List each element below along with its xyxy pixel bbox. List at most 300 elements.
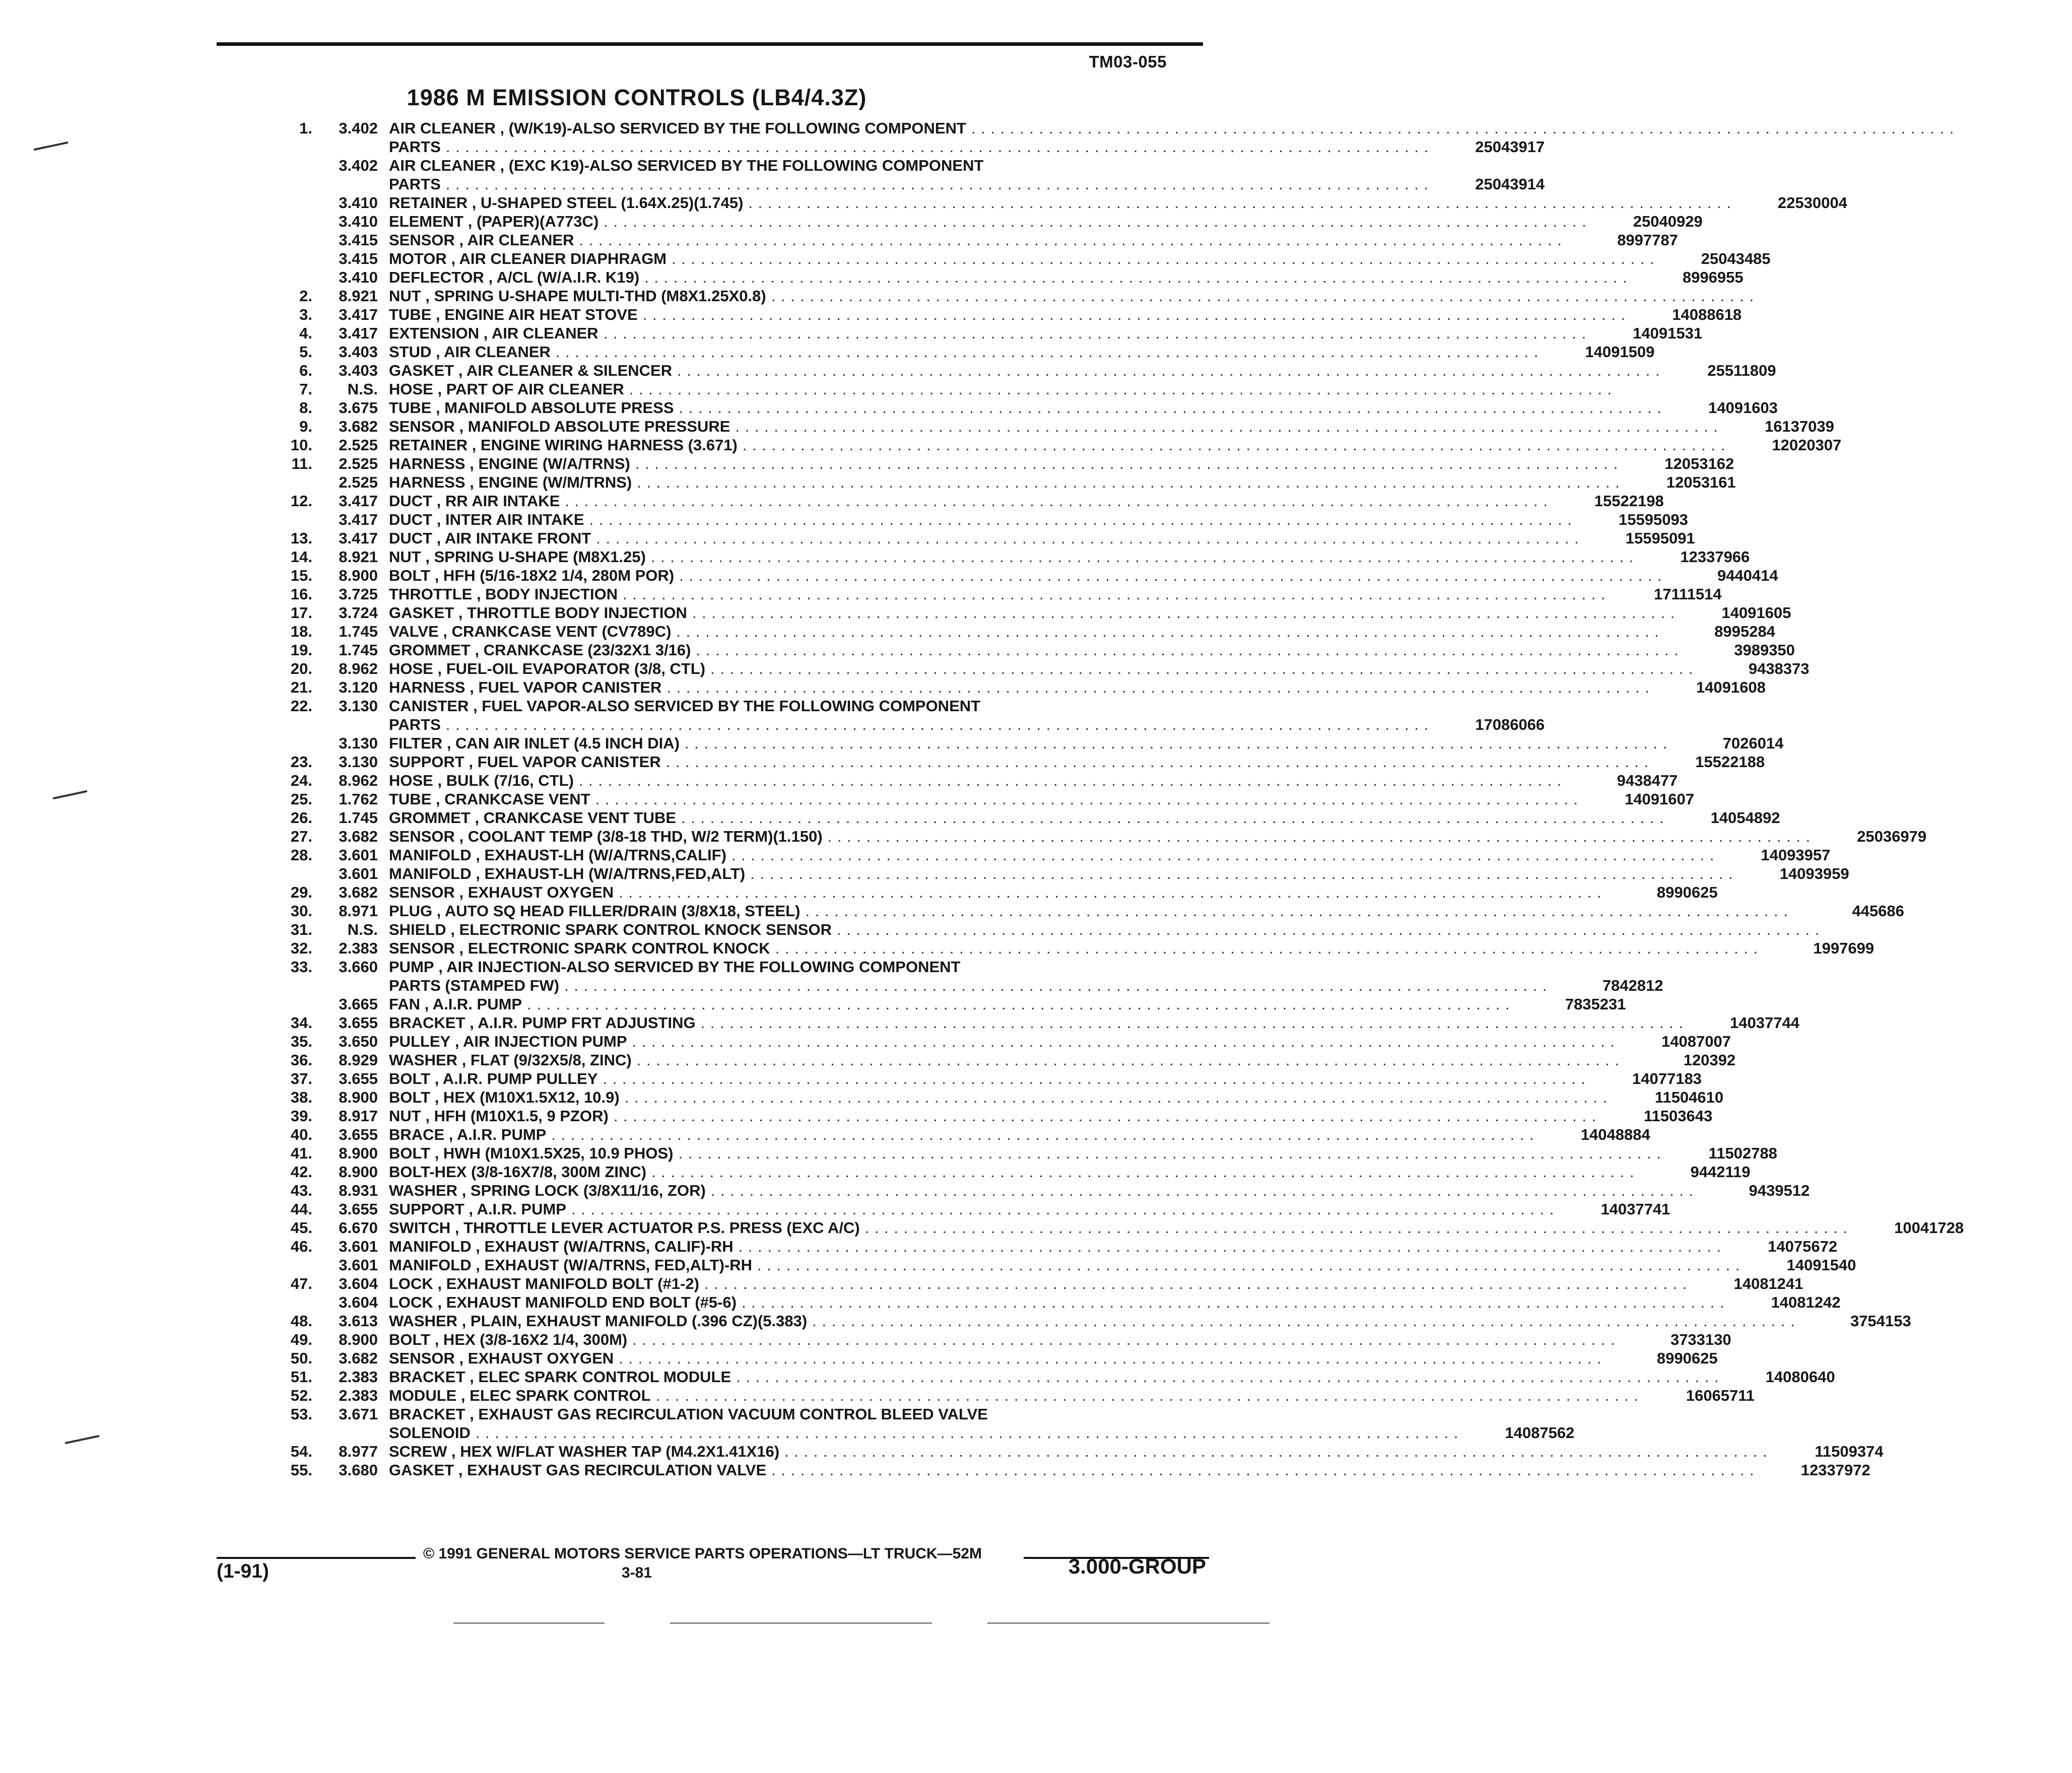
part-number	[1754, 287, 1872, 305]
item-number: 19.	[290, 641, 312, 659]
group-number: 3.601	[339, 846, 378, 864]
part-detail: , HFH (M10X1.5, 9 PZOR)	[425, 1107, 609, 1125]
table-row	[262, 398, 1778, 417]
part-description	[378, 1405, 1099, 1423]
part-description	[378, 920, 1820, 939]
group-number: 8.900	[339, 1331, 378, 1348]
item-number: 50.	[290, 1349, 312, 1367]
part-description	[378, 119, 1954, 138]
part-number: 9440414	[1717, 567, 1778, 584]
group-number: N.S.	[347, 921, 378, 938]
part-name: NUT	[389, 287, 421, 305]
dot-leader: . . . . . . . . . . . . . . . . . . . . . . . . . . . . . . . . . . . . . . . . . . . . . . . . . . . . . . . . . . . . . . . . . . . . . . . . . . . . . . . . . . . . . . . . . . . . . . . . . . . . . .	[596, 529, 1579, 547]
top-rule	[217, 42, 1203, 46]
item-number	[262, 1256, 312, 1274]
item-number: 10.	[290, 436, 312, 454]
group-number: 2.525	[339, 473, 378, 491]
part-name: HARNESS	[389, 473, 465, 491]
part-name: BOLT	[389, 1088, 431, 1106]
group-number: 1.745	[339, 809, 378, 827]
table-row	[262, 417, 1834, 436]
table-row	[262, 1293, 1841, 1312]
part-description	[378, 939, 1758, 958]
part-name: TUBE	[389, 306, 432, 323]
part-detail: , EXHAUST GAS RECIRCULATION VALVE	[458, 1461, 767, 1479]
item-number: 38.	[290, 1088, 312, 1106]
item-number: 44.	[290, 1200, 312, 1218]
group-number: 3.682	[339, 418, 378, 435]
dot-leader: . . . . . . . . . . . . . . . . . . . . . . . . . . . . . . . . . . . . . . . . . . . . . . . . . . . . . . . . . . . . . . . . . . . . . . . . . . . . . . . . . . . . . . . . . . . . . . . . . . . . . .	[475, 1424, 1459, 1442]
part-number: 14091531	[1633, 324, 1703, 342]
group-number: 3.417	[339, 529, 378, 547]
part-description	[378, 585, 1606, 603]
part-detail: , FUEL VAPOR CANISTER	[469, 753, 661, 771]
item-number: 16.	[290, 585, 312, 603]
table-row	[262, 864, 1849, 883]
part-description	[378, 548, 1634, 566]
part-description	[378, 864, 1733, 883]
table-row	[262, 324, 1703, 343]
group-number: 2.525	[339, 436, 378, 454]
part-name: FAN	[389, 995, 420, 1013]
dot-leader: . . . . . . . . . . . . . . . . . . . . . . . . . . . . . . . . . . . . . . . . . . . . . . . . . . . . . . . . . . . . . . . . . . . . . . . . . . . . . . . . . . . . . . . . . . . . . . . . . . . . . .	[642, 306, 1626, 323]
item-number: 5.	[299, 343, 312, 361]
part-name: BRACKET	[389, 1014, 465, 1032]
item-number: 55.	[290, 1461, 312, 1479]
part-number: 9439512	[1749, 1182, 1810, 1199]
item-number: 26.	[290, 809, 312, 827]
part-number: 12020307	[1772, 436, 1842, 454]
part-name: BOLT-HEX	[389, 1163, 467, 1181]
dot-leader: . . . . . . . . . . . . . . . . . . . . . . . . . . . . . . . . . . . . . . . . . . . . . . . . . . . . . . . . . . . . . . . . . . . . . . . . . . . . . . . . . . . . . . . . . . . . . . . . . . . . . .	[742, 436, 1726, 454]
part-detail: , ENGINE WIRING HARNESS (3.671)	[472, 436, 738, 454]
part-detail: , EXHAUST OXYGEN	[459, 883, 614, 901]
dot-leader: . . . . . . . . . . . . . . . . . . . . . . . . . . . . . . . . . . . . . . . . . . . . . . . . . . . . . . . . . . . . . . . . . . . . . . . . . . . . . . . . . . . . . . . . . . . . . . . . . . . . . .	[679, 399, 1662, 417]
dot-leader: . . . . . . . . . . . . . . . . . . . . . . . . . . . . . . . . . . . . . . . . . . . . . . . . . . . . . . . . . . . . . . . . . . . . . . . . . . . . . . . . . . . . . . . . . . . . . . . . . . . . . .	[571, 1200, 1555, 1218]
part-detail: , A/CL (W/A.I.R. K19)	[488, 268, 640, 286]
part-description	[378, 958, 1099, 976]
part-description	[378, 753, 1649, 771]
part-number: 16137039	[1764, 418, 1834, 435]
table-row	[262, 753, 1765, 771]
table-row	[262, 1386, 1755, 1405]
part-number: 11503643	[1644, 1107, 1713, 1125]
part-number: 14088618	[1672, 306, 1742, 323]
table-row	[262, 287, 1755, 305]
part-number: 14093959	[1779, 865, 1849, 882]
part-name: HARNESS	[389, 678, 465, 696]
dot-leader: . . . . . . . . . . . . . . . . . . . . . . . . . . . . . . . . . . . . . . . . . . . . . . . . . . . . . . . . . . . . . . . . . . . . . . . . . . . . . . . . . . . . . . . . . . . . . . . . . . . . . .	[757, 1256, 1741, 1274]
dot-leader: . . . . . . . . . . . . . . . . . . . . . . . . . . . . . . . . . . . . . . . . . . . . . . . . . . . . . . . . . . . . . . . . . . . . . . . . . . . . . . . . . . . . . . . . . . . . . . . . . . . . . .	[681, 809, 1664, 827]
dot-leader: . . . . . . . . . . . . . . . . . . . . . . . . . . . . . . . . . . . . . . . . . . . . . . . . . . . . . . . . . . . . . . . . . . . . . . . . . . . . . . . . . . . . . . . . . . . . . . . . . . . . . .	[735, 418, 1718, 435]
part-description	[378, 622, 1659, 641]
dot-leader: . . . . . . . . . . . . . . . . . . . . . . . . . . . . . . . . . . . . . . . . . . . . . . . . . . . . . . . . . . . . . . . . . . . . . . . . . . . . . . . . . . . . . . . . . . . . . . . . . . . . . .	[579, 231, 1562, 249]
table-row	[262, 529, 1695, 548]
dot-leader: . . . . . . . . . . . . . . . . . . . . . . . . . . . . . . . . . . . . . . . . . . . . . . . . . . . . . . . . . . . . . . . . . . . . . . . . . . . . . . . . . . . . . . . . . . . . . . . . . . . . . .	[624, 1088, 1608, 1106]
table-row	[262, 175, 1545, 193]
scan-artifact-line	[987, 1622, 1269, 1624]
part-name: MANIFOLD	[389, 1256, 472, 1274]
group-number: 8.962	[339, 772, 378, 789]
part-detail: , CRANKCASE (23/32X1 3/16)	[475, 641, 691, 659]
part-description	[378, 697, 1099, 715]
item-number: 31.	[290, 921, 312, 938]
group-number: 3.417	[339, 511, 378, 528]
table-row	[262, 343, 1655, 361]
item-number: 27.	[290, 828, 312, 845]
part-detail: , HEX (M10X1.5X12, 10.9)	[434, 1088, 620, 1106]
part-number: 25511809	[1707, 362, 1776, 379]
margin-mark	[52, 790, 87, 799]
part-number: 445686	[1852, 902, 1904, 920]
dot-leader: . . . . . . . . . . . . . . . . . . . . . . . . . . . . . . . . . . . . . . . . . . . . . . . . . . . . . . . . . . . . . . . . . . . . . . . . . . . . . . . . . . . . . . . . . . . . . . . . . . . . . .	[655, 1387, 1639, 1404]
part-description	[378, 808, 1664, 827]
part-number	[1099, 697, 1217, 715]
part-name: SHIELD	[389, 921, 446, 938]
group-number: 3.410	[339, 194, 378, 212]
group-number: 3.671	[339, 1405, 378, 1423]
part-description	[378, 1312, 1795, 1330]
item-number: 45.	[290, 1219, 312, 1237]
part-description	[378, 1125, 1534, 1144]
part-number: 9442119	[1690, 1163, 1751, 1181]
part-detail: , RR AIR INTAKE	[436, 492, 560, 510]
item-number: 6.	[299, 362, 312, 379]
group-number: 3.680	[339, 1461, 378, 1479]
part-detail: , AIR CLEANER & SILENCER	[458, 362, 673, 379]
dot-leader: . . . . . . . . . . . . . . . . . . . . . . . . . . . . . . . . . . . . . . . . . . . . . . . . . . . . . . . . . . . . . . . . . . . . . . . . . . . . . . . . . . . . . . . . . . . . . . . . . . . . . .	[750, 865, 1733, 882]
dot-leader: . . . . . . . . . . . . . . . . . . . . . . . . . . . . . . . . . . . . . . . . . . . . . . . . . . . . . . . . . . . . . . . . . . . . . . . . . . . . . . . . . . . . . . . . . . . . . . . . . . . . . .	[704, 1275, 1688, 1292]
item-number: 28.	[290, 846, 312, 864]
group-number	[312, 715, 378, 734]
part-number: 3754153	[1850, 1312, 1911, 1330]
part-name: GROMMET	[389, 641, 471, 659]
copyright-notice: © 1991 GENERAL MOTORS SERVICE PARTS OPERATIONS—LT TRUCK—52M	[423, 1545, 982, 1562]
part-number: 14091540	[1786, 1256, 1856, 1274]
part-number: 14091603	[1708, 399, 1778, 417]
dot-leader: . . . . . . . . . . . . . . . . . . . . . . . . . . . . . . . . . . . . . . . . . . . . . . . . . . . . . . . . . . . . . . . . . . . . . . . . . . . . . . . . . . . . . . . . . . . . . . . . . . . . . .	[738, 1238, 1722, 1255]
group-number: 3.130	[339, 734, 378, 752]
group-number: 8.921	[339, 287, 378, 305]
part-description	[378, 436, 1725, 454]
part-detail: , MANIFOLD ABSOLUTE PRESS	[436, 399, 674, 417]
part-number: 15522198	[1594, 492, 1664, 510]
dot-leader: . . . . . . . . . . . . . . . . . . . . . . . . . . . . . . . . . . . . . . . . . . . . . . . . . . . . . . . . . . . . . . . . . . . . . . . . . . . . . . . . . . . . . . . . . . . . . . . . . . . . . .	[595, 790, 1579, 808]
table-row	[262, 1256, 1856, 1274]
dot-leader: . . . . . . . . . . . . . . . . . . . . . . . . . . . . . . . . . . . . . . . . . . . . . . . . . . . . . . . . . . . . . . . . . . . . . . . . . . . . . . . . . . . . . . . . . . . . . . . . . . . . . .	[971, 119, 1955, 137]
part-name: MOTOR	[389, 250, 447, 267]
dot-leader: . . . . . . . . . . . . . . . . . . . . . . . . . . . . . . . . . . . . . . . . . . . . . . . . . . . . . . . . . . . . . . . . . . . . . . . . . . . . . . . . . . . . . . . . . . . . . . . . . . . . . .	[836, 921, 1820, 938]
part-number: 9438373	[1748, 660, 1810, 677]
part-detail: , EXHAUST-LH (W/A/TRNS,FED,ALT)	[476, 865, 746, 882]
table-row	[262, 976, 1663, 995]
part-detail: , COOLANT TEMP (3/8-18 THD, W/2 TERM)(1.150)	[459, 828, 823, 845]
part-detail: , AIR INJECTION-ALSO SERVICED BY THE FOLLOWING COMPONENT	[438, 958, 961, 976]
dot-leader: . . . . . . . . . . . . . . . . . . . . . . . . . . . . . . . . . . . . . . . . . . . . . . . . . . . . . . . . . . . . . . . . . . . . . . . . . . . . . . . . . . . . . . . . . . . . . . . . . . . . . .	[710, 660, 1694, 677]
part-number: 8997787	[1617, 231, 1678, 249]
part-number: 15522188	[1695, 753, 1765, 771]
dot-leader: . . . . . . . . . . . . . . . . . . . . . . . . . . . . . . . . . . . . . . . . . . . . . . . . . . . . . . . . . . . . . . . . . . . . . . . . . . . . . . . . . . . . . . . . . . . . . . . . . . . . . .	[812, 1312, 1795, 1330]
part-number: 12337972	[1800, 1461, 1870, 1479]
table-row	[262, 846, 1831, 864]
dot-leader: . . . . . . . . . . . . . . . . . . . . . . . . . . . . . . . . . . . . . . . . . . . . . . . . . . . . . . . . . . . . . . . . . . . . . . . . . . . . . . . . . . . . . . . . . . . . . . . . . . . . . .	[827, 828, 1811, 845]
part-name: LOCK	[389, 1293, 433, 1311]
group-number: 3.655	[339, 1200, 378, 1218]
table-row	[262, 212, 1703, 231]
item-number: 15.	[290, 567, 312, 584]
dot-leader: . . . . . . . . . . . . . . . . . . . . . . . . . . . . . . . . . . . . . . . . . . . . . . . . . . . . . . . . . . . . . . . . . . . . . . . . . . . . . . . . . . . . . . . . . . . . . . . . . . . . . .	[771, 287, 1755, 305]
part-description	[378, 1144, 1661, 1163]
part-name: GASKET	[389, 362, 454, 379]
part-detail: PARTS	[389, 716, 441, 733]
dot-leader: . . . . . . . . . . . . . . . . . . . . . . . . . . . . . . . . . . . . . . . . . . . . . . . . . . . . . . . . . . . . . . . . . . . . . . . . . . . . . . . . . . . . . . . . . . . . . . . . . . . . . .	[805, 902, 1788, 920]
dot-leader: . . . . . . . . . . . . . . . . . . . . . . . . . . . . . . . . . . . . . . . . . . . . . . . . . . . . . . . . . . . . . . . . . . . . . . . . . . . . . . . . . . . . . . . . . . . . . . . . . . . . . .	[651, 1163, 1635, 1181]
part-detail: , THROTTLE LEVER ACTUATOR P.S. PRESS (EXC A/C)	[454, 1219, 860, 1237]
item-number	[262, 212, 312, 231]
group-number: 3.724	[339, 604, 378, 622]
dot-leader: . . . . . . . . . . . . . . . . . . . . . . . . . . . . . . . . . . . . . . . . . . . . . . . . . . . . . . . . . . . . . . . . . . . . . . . . . . . . . . . . . . . . . . . . . . . . . . . . . . . . . .	[564, 977, 1548, 994]
item-number	[262, 1423, 312, 1442]
part-description	[378, 1423, 1458, 1442]
item-number: 51.	[290, 1368, 312, 1386]
table-row	[262, 771, 1678, 790]
margin-mark	[33, 142, 68, 151]
part-detail: , A.I.R. PUMP PULLEY	[434, 1070, 598, 1087]
part-name: HOSE	[389, 660, 433, 677]
part-name: WASHER	[389, 1051, 458, 1069]
part-description	[378, 1181, 1694, 1200]
table-row	[262, 1181, 1810, 1200]
part-name: DUCT	[389, 529, 433, 547]
item-number: 37.	[290, 1070, 312, 1087]
part-description	[378, 827, 1811, 846]
dot-leader: . . . . . . . . . . . . . . . . . . . . . . . . . . . . . . . . . . . . . . . . . . . . . . . . . . . . . . . . . . . . . . . . . . . . . . . . . . . . . . . . . . . . . . . . . . . . . . . . . . . . . .	[619, 1349, 1602, 1367]
dot-leader: . . . . . . . . . . . . . . . . . . . . . . . . . . . . . . . . . . . . . . . . . . . . . . . . . . . . . . . . . . . . . . . . . . . . . . . . . . . . . . . . . . . . . . . . . . . . . . . . . . . . . .	[864, 1219, 1848, 1237]
part-detail: , THROTTLE BODY INJECTION	[458, 604, 687, 622]
item-number: 7.	[299, 380, 312, 398]
part-description	[378, 138, 1429, 156]
group-number: 3.410	[339, 268, 378, 286]
group-number: 3.682	[339, 883, 378, 901]
part-number: 3989350	[1734, 641, 1795, 659]
part-name: BOLT	[389, 1144, 431, 1162]
group-number: 3.120	[339, 678, 378, 696]
part-description	[378, 902, 1788, 920]
part-number: 14091607	[1625, 790, 1695, 808]
part-description	[378, 231, 1562, 249]
part-name: BRACE	[389, 1126, 445, 1143]
part-detail: SOLENOID	[389, 1424, 471, 1442]
group-number: 3.682	[339, 1349, 378, 1367]
part-number: 120392	[1683, 1051, 1736, 1069]
part-name: PUMP	[389, 958, 434, 976]
part-number: 25040929	[1633, 213, 1703, 230]
group-number: 3.403	[339, 362, 378, 379]
group-number	[312, 138, 378, 156]
table-row	[262, 1423, 1575, 1442]
part-number: 15595093	[1618, 511, 1688, 528]
part-name: CANISTER	[389, 697, 469, 715]
dot-leader: . . . . . . . . . . . . . . . . . . . . . . . . . . . . . . . . . . . . . . . . . . . . . . . . . . . . . . . . . . . . . . . . . . . . . . . . . . . . . . . . . . . . . . . . . . . . . . . . . . . . . .	[603, 1070, 1586, 1087]
dot-leader: . . . . . . . . . . . . . . . . . . . . . . . . . . . . . . . . . . . . . . . . . . . . . . . . . . . . . . . . . . . . . . . . . . . . . . . . . . . . . . . . . . . . . . . . . . . . . . . . . . . . . .	[676, 623, 1659, 640]
item-number	[262, 976, 312, 995]
document-code: TM03-055	[1089, 52, 1167, 71]
table-row	[262, 548, 1750, 566]
part-name: BOLT	[389, 1070, 431, 1087]
group-number: 8.929	[339, 1051, 378, 1069]
part-name: SENSOR	[389, 1349, 455, 1367]
item-number	[262, 473, 312, 492]
date-code: (1-91)	[217, 1560, 270, 1582]
dot-leader: . . . . . . . . . . . . . . . . . . . . . . . . . . . . . . . . . . . . . . . . . . . . . . . . . . . . . . . . . . . . . . . . . . . . . . . . . . . . . . . . . . . . . . . . . . . . . . . . . . . . . .	[619, 883, 1602, 901]
group-number: 3.604	[339, 1275, 378, 1292]
part-number	[1099, 958, 1217, 976]
group-number: 3.650	[339, 1033, 378, 1050]
dot-leader: . . . . . . . . . . . . . . . . . . . . . . . . . . . . . . . . . . . . . . . . . . . . . . . . . . . . . . . . . . . . . . . . . . . . . . . . . . . . . . . . . . . . . . . . . . . . . . . . . . . . . .	[578, 772, 1562, 789]
part-number: 14081241	[1733, 1275, 1803, 1292]
part-number: 10041728	[1894, 1219, 1964, 1237]
part-detail: , FUEL VAPOR-ALSO SERVICED BY THE FOLLOWING COMPONENT	[473, 697, 981, 715]
item-number: 41.	[290, 1144, 312, 1162]
item-number: 32.	[290, 939, 312, 957]
part-detail: , INTER AIR INTAKE	[436, 511, 584, 528]
part-number: 17111514	[1654, 585, 1722, 603]
item-number: 9.	[299, 418, 312, 435]
part-name: BRACKET	[389, 1368, 465, 1386]
table-row	[262, 361, 1776, 380]
table-row	[262, 827, 1927, 846]
part-detail: , ENGINE (W/A/TRNS)	[470, 455, 630, 472]
part-description	[378, 361, 1660, 380]
part-detail: , AIR CLEANER DIAPHRAGM	[451, 250, 667, 267]
table-row	[262, 1237, 1838, 1256]
part-number: 7835231	[1565, 995, 1626, 1013]
item-number	[262, 138, 312, 156]
part-detail: , HEX (3/8-16X2 1/4, 300M)	[434, 1331, 628, 1348]
part-number: 9438477	[1617, 772, 1678, 789]
part-detail: PARTS (STAMPED FW)	[389, 977, 560, 994]
group-number: 3.675	[339, 399, 378, 417]
group-number: 3.682	[339, 828, 378, 845]
part-name: MODULE	[389, 1387, 457, 1404]
part-description	[378, 417, 1718, 436]
part-name: AIR CLEANER	[389, 119, 496, 137]
part-detail: , CRANKCASE VENT	[436, 790, 590, 808]
part-detail: , A.I.R. PUMP	[424, 995, 522, 1013]
part-detail: , ENGINE (W/M/TRNS)	[470, 473, 632, 491]
part-detail: , CAN AIR INLET (4.5 INCH DIA)	[446, 734, 680, 752]
table-row	[262, 659, 1810, 678]
part-detail: , AIR CLEANER	[483, 324, 598, 342]
item-number: 14.	[290, 548, 312, 566]
group-number: 3.655	[339, 1126, 378, 1143]
part-description	[378, 454, 1618, 473]
item-number: 4.	[299, 324, 312, 342]
part-detail: , AUTO SQ HEAD FILLER/DRAIN (3/8X18, STEEL)	[436, 902, 800, 920]
part-number: 3733130	[1670, 1331, 1731, 1348]
group-number	[312, 175, 378, 193]
item-number: 18.	[290, 623, 312, 640]
group-number: 8.971	[339, 902, 378, 920]
item-number: 36.	[290, 1051, 312, 1069]
item-number: 17.	[290, 604, 312, 622]
part-name: MANIFOLD	[389, 865, 472, 882]
dot-leader: . . . . . . . . . . . . . . . . . . . . . . . . . . . . . . . . . . . . . . . . . . . . . . . . . . . . . . . . . . . . . . . . . . . . . . . . . . . . . . . . . . . . . . . . . . . . . . . . . . . . . .	[604, 213, 1587, 230]
group-number: 1.762	[339, 790, 378, 808]
part-number: 16065711	[1686, 1387, 1755, 1404]
part-detail: , CRANKCASE VENT TUBE	[475, 809, 677, 827]
part-name: DUCT	[389, 492, 433, 510]
dot-leader: . . . . . . . . . . . . . . . . . . . . . . . . . . . . . . . . . . . . . . . . . . . . . . . . . . . . . . . . . . . . . . . . . . . . . . . . . . . . . . . . . . . . . . . . . . . . . . . . . . . . . .	[445, 716, 1429, 733]
part-number: 14087007	[1661, 1033, 1731, 1050]
part-name: HOSE	[389, 772, 433, 789]
part-description	[378, 1293, 1724, 1312]
part-detail: , HEX W/FLAT WASHER TAP (M4.2X1.41X16)	[451, 1443, 780, 1460]
part-description	[378, 324, 1586, 343]
part-detail: , ELECTRONIC SPARK CONTROL KNOCK SENSOR	[450, 921, 832, 938]
part-description	[378, 380, 1612, 398]
part-detail: , A.I.R. PUMP FRT ADJUSTING	[470, 1014, 696, 1032]
item-number: 3.	[299, 306, 312, 323]
table-row	[262, 566, 1778, 585]
part-detail: , EXHAUST MANIFOLD END BOLT (#5-6)	[437, 1293, 737, 1311]
item-number	[262, 193, 312, 212]
group-number: 2.383	[339, 1368, 378, 1386]
item-number	[262, 175, 312, 193]
part-name: TUBE	[389, 790, 432, 808]
table-row	[262, 958, 1217, 976]
part-detail: , PLAIN, EXHAUST MANIFOLD (.396 CZ)(5.383)	[461, 1312, 808, 1330]
part-detail: , AIR CLEANER	[459, 231, 574, 249]
part-number: 12053162	[1664, 455, 1734, 472]
table-row	[262, 1200, 1670, 1218]
part-name: SENSOR	[389, 828, 455, 845]
part-description	[378, 1330, 1616, 1349]
group-number: 3.130	[339, 753, 378, 771]
dot-leader: . . . . . . . . . . . . . . . . . . . . . . . . . . . . . . . . . . . . . . . . . . . . . . . . . . . . . . . . . . . . . . . . . . . . . . . . . . . . . . . . . . . . . . . . . . . . . . . . . . . . . .	[771, 1461, 1755, 1479]
table-row	[262, 1274, 1803, 1293]
group-number: 3.604	[339, 1293, 378, 1311]
table-row	[262, 138, 1545, 156]
item-number	[262, 510, 312, 529]
dot-leader: . . . . . . . . . . . . . . . . . . . . . . . . . . . . . . . . . . . . . . . . . . . . . . . . . . . . . . . . . . . . . . . . . . . . . . . . . . . . . . . . . . . . . . . . . . . . . . . . . . . . . .	[665, 753, 1649, 771]
table-row	[262, 995, 1626, 1013]
item-number: 30.	[290, 902, 312, 920]
part-name: NUT	[389, 548, 421, 566]
part-number: 25043917	[1475, 138, 1545, 156]
table-row	[262, 510, 1688, 529]
item-number	[262, 1293, 312, 1312]
part-name: BOLT	[389, 1331, 431, 1348]
part-detail: , SPRING U-SHAPE MULTI-THD (M8X1.25X0.8)	[425, 287, 766, 305]
part-number: 11509374	[1815, 1443, 1884, 1460]
part-number: 14091509	[1585, 343, 1655, 361]
part-name: GROMMET	[389, 809, 471, 827]
part-detail: , FUEL-OIL EVAPORATOR (3/8, CTL)	[437, 660, 706, 677]
part-number: 14080640	[1765, 1368, 1835, 1386]
item-number	[262, 231, 312, 249]
item-number: 35.	[290, 1033, 312, 1050]
group-number: 8.977	[339, 1443, 378, 1460]
part-detail: , ELEC SPARK CONTROL MODULE	[470, 1368, 731, 1386]
part-description	[378, 268, 1628, 287]
part-description	[378, 1200, 1554, 1218]
dot-leader: . . . . . . . . . . . . . . . . . . . . . . . . . . . . . . . . . . . . . . . . . . . . . . . . . . . . . . . . . . . . . . . . . . . . . . . . . . . . . . . . . . . . . . . . . . . . . . . . . . . . . .	[613, 1107, 1597, 1125]
table-row	[262, 1442, 1884, 1461]
table-row	[262, 1312, 1911, 1330]
table-row	[262, 1088, 1724, 1107]
part-number: 14081242	[1771, 1293, 1841, 1311]
